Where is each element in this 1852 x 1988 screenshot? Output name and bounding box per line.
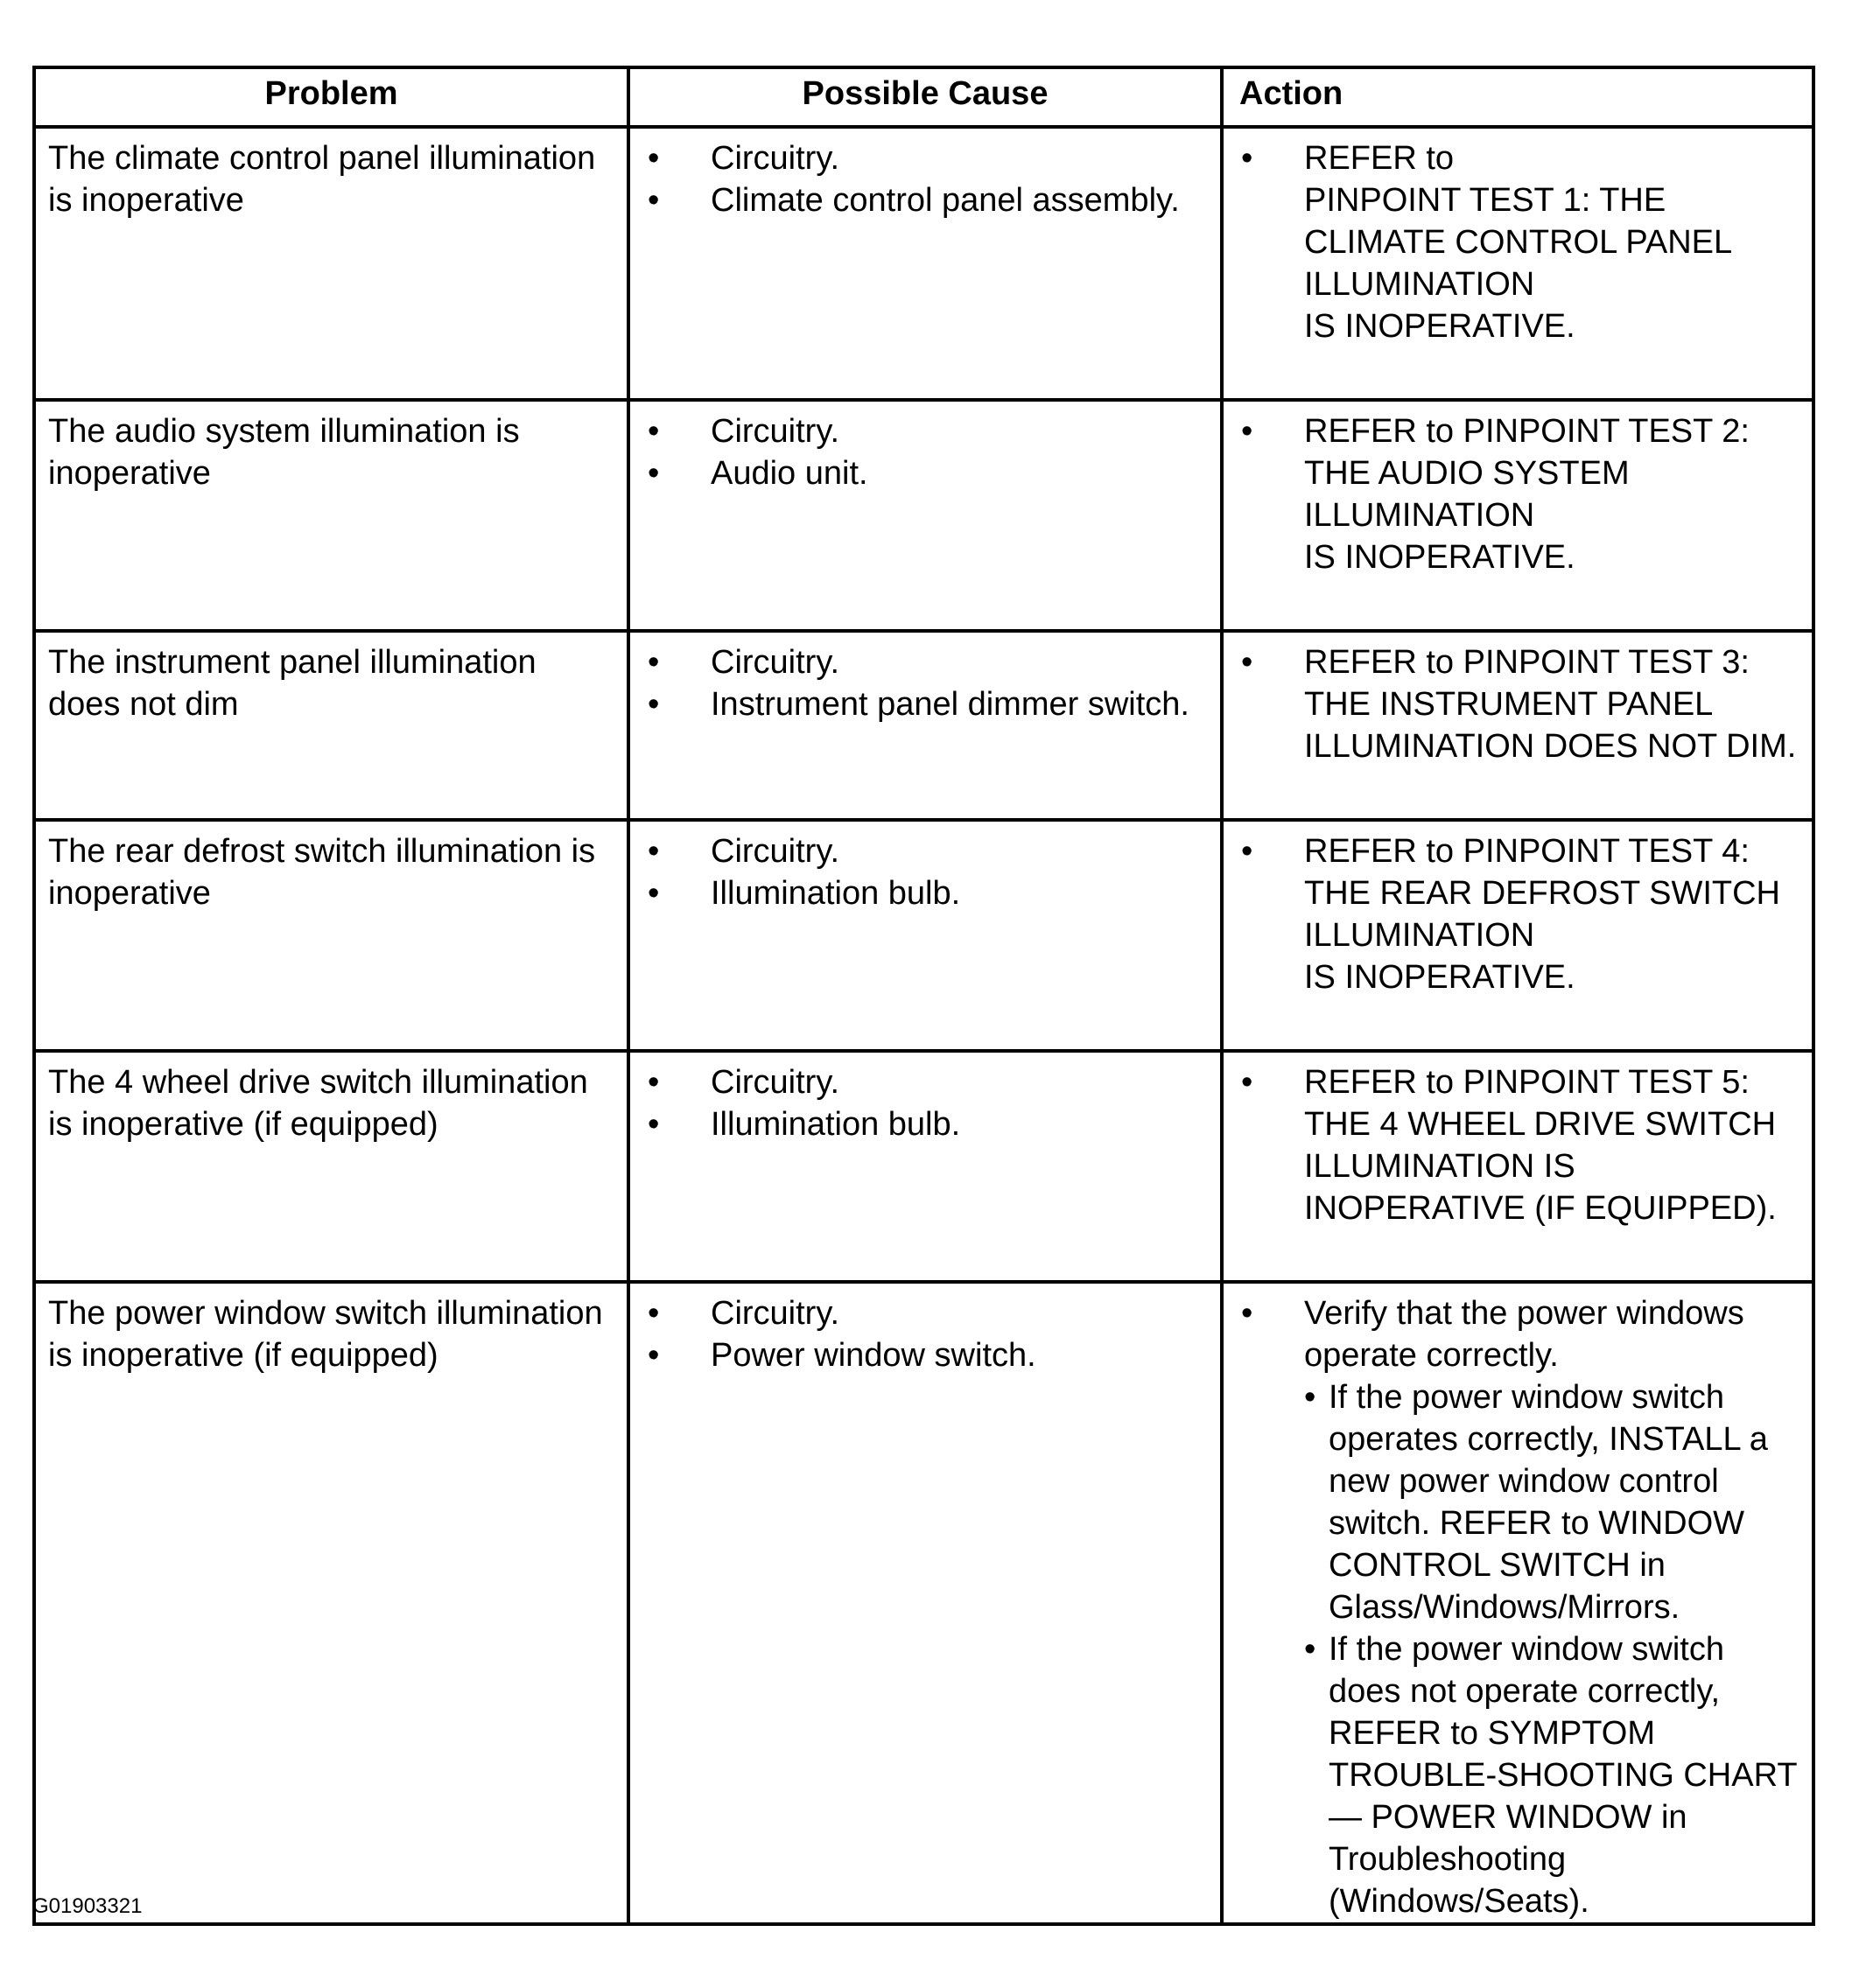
action-text: REFER to PINPOINT TEST 4: THE REAR DEFROST SWITCH ILLUMINATION IS INOPERATIVE. bbox=[1304, 833, 1780, 996]
bullet-icon: • bbox=[648, 686, 660, 723]
table-row bbox=[34, 820, 1813, 1051]
action-list bbox=[1224, 129, 1812, 347]
cause-text: Illumination bulb. bbox=[711, 1106, 961, 1143]
cause-list bbox=[630, 633, 1220, 725]
action-cell bbox=[1222, 820, 1813, 1051]
action-cell bbox=[1222, 1282, 1813, 1924]
cause-text: Circuitry. bbox=[711, 413, 840, 450]
cause-cell bbox=[628, 820, 1222, 1051]
cause-list bbox=[630, 1284, 1220, 1376]
problem-cell bbox=[34, 1282, 628, 1924]
problem-text: The rear defrost switch illumination is inoperative bbox=[48, 833, 596, 912]
cause-text: Power window switch. bbox=[711, 1337, 1036, 1374]
cause-item bbox=[630, 641, 1213, 683]
cause-list bbox=[630, 1053, 1220, 1145]
action-list bbox=[1224, 1053, 1812, 1229]
problem-text: The audio system illumination is inoperative bbox=[48, 413, 520, 492]
problem-cell bbox=[34, 400, 628, 631]
cause-cell bbox=[628, 400, 1222, 631]
cause-text: Circuitry. bbox=[711, 833, 840, 870]
cause-cell bbox=[628, 1282, 1222, 1924]
cause-text: Instrument panel dimmer switch. bbox=[711, 686, 1189, 723]
bullet-icon: • bbox=[1304, 1631, 1316, 1668]
table-row bbox=[34, 127, 1813, 400]
action-list bbox=[1224, 1284, 1812, 1922]
action-item bbox=[1224, 641, 1805, 767]
action-list bbox=[1224, 822, 1812, 998]
cause-list bbox=[630, 129, 1220, 221]
header-problem: Problem bbox=[34, 67, 628, 127]
bullet-icon: • bbox=[1241, 140, 1253, 177]
cause-item bbox=[630, 872, 1213, 914]
problem-text: The 4 wheel drive switch illumination is inoperative (if equipped) bbox=[48, 1064, 588, 1143]
bullet-icon: • bbox=[648, 182, 660, 219]
problem-text: The power window switch illumination is inoperative (if equipped) bbox=[48, 1295, 603, 1374]
cause-item bbox=[630, 1292, 1213, 1334]
problem-cell bbox=[34, 127, 628, 400]
bullet-icon: • bbox=[648, 1064, 660, 1101]
cause-item bbox=[630, 452, 1213, 494]
action-item bbox=[1224, 1061, 1805, 1229]
cause-item bbox=[630, 1103, 1213, 1145]
bullet-icon: • bbox=[1241, 644, 1253, 681]
cause-item bbox=[630, 683, 1213, 725]
bullet-icon: • bbox=[648, 1106, 660, 1143]
problem-cell bbox=[34, 1051, 628, 1282]
bullet-icon: • bbox=[648, 644, 660, 681]
action-cell bbox=[1222, 1051, 1813, 1282]
bullet-icon: • bbox=[1241, 413, 1253, 450]
cause-item bbox=[630, 137, 1213, 179]
bullet-icon: • bbox=[1304, 1379, 1316, 1416]
bullet-icon: • bbox=[1241, 833, 1253, 870]
action-sub-text: If the power window switch does not operate correctly, REFER to SYMPTOM TROUBLE-SHOOTING CHART — POWER WINDOW in Troubleshooting (Windows/Seats). bbox=[1329, 1631, 1797, 1920]
cause-list bbox=[630, 822, 1220, 914]
action-text: REFER to PINPOINT TEST 3: THE INSTRUMENT PANEL ILLUMINATION DOES NOT DIM. bbox=[1304, 644, 1797, 765]
cause-text: Climate control panel assembly. bbox=[711, 182, 1180, 219]
cause-text: Circuitry. bbox=[711, 1064, 840, 1101]
cause-item bbox=[630, 179, 1213, 221]
action-text: REFER to PINPOINT TEST 1: THE CLIMATE CONTROL PANEL ILLUMINATION IS INOPERATIVE. bbox=[1304, 140, 1731, 345]
cause-text: Circuitry. bbox=[711, 1295, 840, 1332]
action-cell bbox=[1222, 127, 1813, 400]
problem-cell bbox=[34, 820, 628, 1051]
problem-text: The instrument panel illumination does not dim bbox=[48, 644, 537, 723]
action-item bbox=[1224, 410, 1805, 578]
cause-cell bbox=[628, 1051, 1222, 1282]
bullet-icon: • bbox=[1241, 1064, 1253, 1101]
action-text: REFER to PINPOINT TEST 2: THE AUDIO SYSTEM ILLUMINATION IS INOPERATIVE. bbox=[1304, 413, 1750, 576]
header-possible-cause: Possible Cause bbox=[628, 67, 1222, 127]
bullet-icon: • bbox=[648, 1337, 660, 1374]
bullet-icon: • bbox=[648, 413, 660, 450]
cause-text: Audio unit. bbox=[711, 455, 868, 492]
action-item bbox=[1224, 137, 1805, 347]
action-cell bbox=[1222, 400, 1813, 631]
bullet-icon: • bbox=[648, 833, 660, 870]
bullet-icon: • bbox=[648, 140, 660, 177]
symptom-chart-table bbox=[32, 66, 1815, 1926]
action-item bbox=[1224, 1292, 1805, 1922]
cause-text: Circuitry. bbox=[711, 644, 840, 681]
cause-item bbox=[630, 830, 1213, 872]
action-sub-text: If the power window switch operates correctly, INSTALL a new power window control switch. REFER to WINDOW CONTROL SWITCH in Glass/Windows/Mirrors. bbox=[1329, 1379, 1768, 1626]
problem-cell bbox=[34, 631, 628, 820]
table-row bbox=[34, 1282, 1813, 1924]
action-sub-list bbox=[1304, 1376, 1805, 1922]
bullet-icon: • bbox=[648, 1295, 660, 1332]
figure-id: G01903321 bbox=[32, 1894, 143, 1918]
action-list bbox=[1224, 402, 1812, 578]
cause-list bbox=[630, 402, 1220, 494]
action-item bbox=[1224, 830, 1805, 998]
problem-text: The climate control panel illumination is inoperative bbox=[48, 140, 596, 219]
cause-item bbox=[630, 1061, 1213, 1103]
table-row bbox=[34, 400, 1813, 631]
bullet-icon: • bbox=[1241, 1295, 1253, 1332]
action-text: Verify that the power windows operate correctly. bbox=[1304, 1295, 1744, 1374]
action-sub-item bbox=[1304, 1628, 1805, 1922]
bullet-icon: • bbox=[648, 455, 660, 492]
cause-text: Illumination bulb. bbox=[711, 875, 961, 912]
cause-item bbox=[630, 1334, 1213, 1376]
action-list bbox=[1224, 633, 1812, 767]
table-row bbox=[34, 1051, 1813, 1282]
bullet-icon: • bbox=[648, 875, 660, 912]
action-sub-item bbox=[1304, 1376, 1805, 1628]
cause-text: Circuitry. bbox=[711, 140, 840, 177]
header-action: Action bbox=[1222, 67, 1813, 127]
action-text: REFER to PINPOINT TEST 5: THE 4 WHEEL DRIVE SWITCH ILLUMINATION IS INOPERATIVE (IF EQUIPPED). bbox=[1304, 1064, 1777, 1227]
header-row bbox=[34, 67, 1813, 127]
cause-cell bbox=[628, 127, 1222, 400]
action-cell bbox=[1222, 631, 1813, 820]
table-row bbox=[34, 631, 1813, 820]
cause-item bbox=[630, 410, 1213, 452]
cause-cell bbox=[628, 631, 1222, 820]
